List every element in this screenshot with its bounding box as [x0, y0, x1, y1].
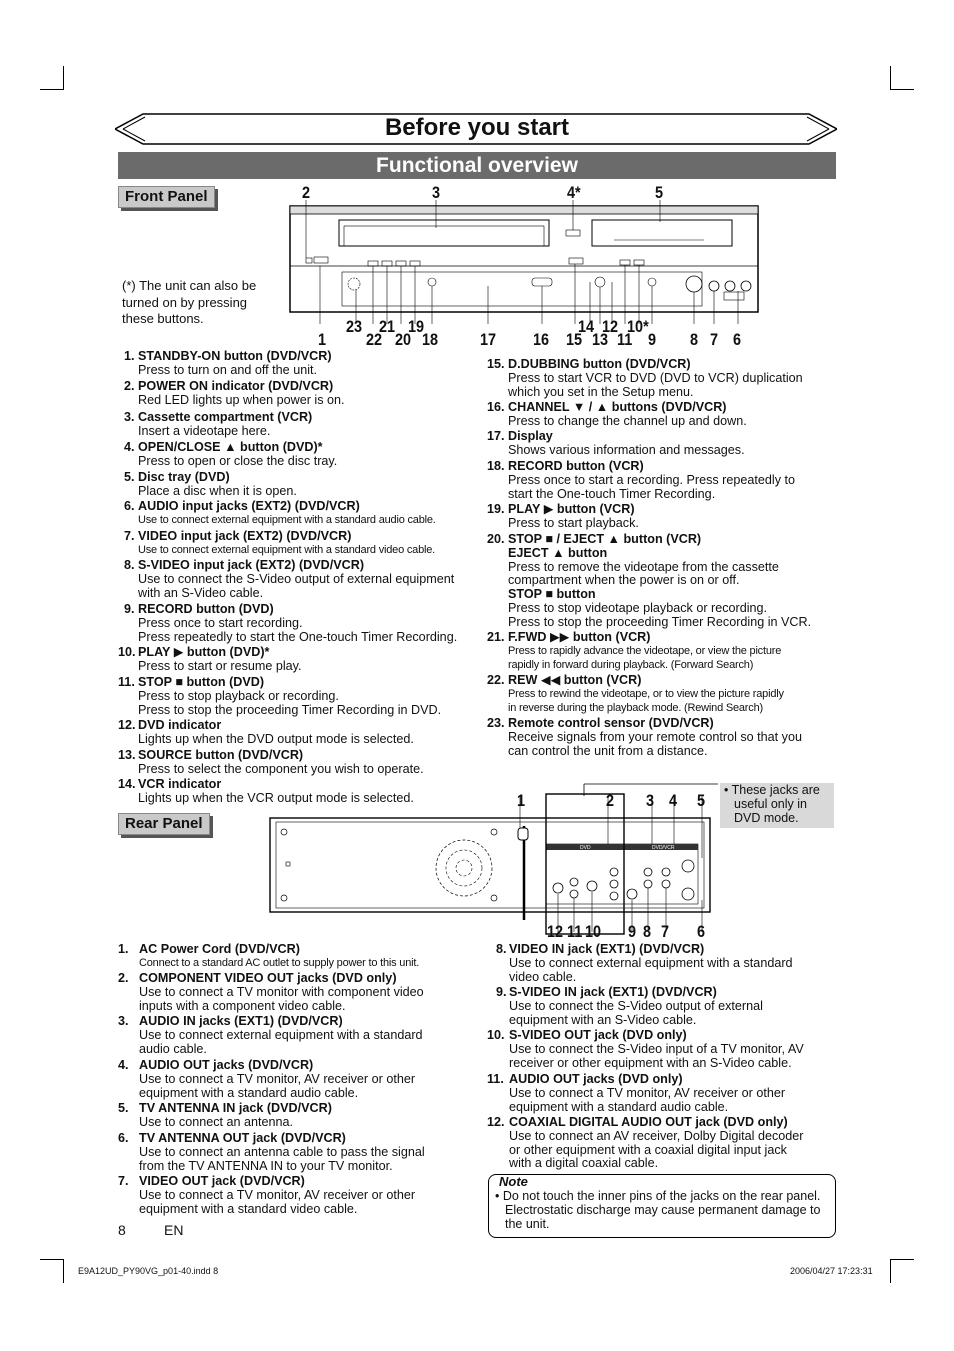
- callout-14: 14: [578, 317, 595, 336]
- rear-item-7: 7. VIDEO OUT jack (DVD/VCR) Use to connect a TV monitor, AV receiver or other equipment with a standard video cable.: [118, 1174, 416, 1216]
- page-title: Before you start: [384, 114, 570, 141]
- front-item-20: 20. STOP ■ / EJECT ▲ button (VCR) EJECT ▲ button Press to remove the videotape from the cassette compartment when the power is on or off. STOP ■ button Press to stop videotape playback or recording. Press to stop the proceeding Timer Recording in VCR.: [487, 532, 812, 629]
- rear-item-8: 8. VIDEO IN jack (EXT1) (DVD/VCR) Use to connect external equipment with a standard video cable.: [496, 942, 793, 984]
- asterisk-note: (*) The unit can also be turned on by pressing these buttons.: [122, 278, 257, 326]
- rear-item-3: 3. AUDIO IN jacks (EXT1) (DVD/VCR) Use to connect external equipment with a standard audio cable.: [118, 1014, 423, 1056]
- front-item-3: 3. Cassette compartment (VCR) Insert a videotape here.: [124, 410, 313, 438]
- rear-callout-5: 5: [697, 791, 706, 810]
- crop-mark: [40, 1259, 64, 1260]
- front-item-14: 14. VCR indicator Lights up when the VCR output mode is selected.: [118, 777, 414, 805]
- callout-2: 2: [302, 183, 311, 202]
- crop-mark: [890, 1259, 891, 1283]
- callout-18: 18: [422, 330, 439, 349]
- front-item-1: 1. STANDBY-ON button (DVD/VCR) Press to turn on and off the unit.: [124, 349, 332, 377]
- callout-21: 21: [379, 317, 396, 336]
- crop-mark: [63, 1259, 64, 1283]
- crop-mark: [890, 1259, 914, 1260]
- callout-16: 16: [533, 330, 550, 349]
- front-item-23: 23. Remote control sensor (DVD/VCR) Receive signals from your remote control so that you can control the unit from a distance.: [487, 716, 802, 758]
- callout-23: 23: [346, 317, 363, 336]
- page-number: 8: [118, 1222, 126, 1238]
- rear-callout-4: 4: [669, 791, 678, 810]
- front-item-6: 6. AUDIO input jacks (EXT2) (DVD/VCR) Use to connect external equipment with a standard audio cable.: [124, 499, 436, 526]
- rear-callout-9: 9: [628, 922, 637, 941]
- rear-item-2: 2. COMPONENT VIDEO OUT jacks (DVD only) Use to connect a TV monitor with component video inputs with a component video cable.: [118, 971, 424, 1013]
- callout-9: 9: [648, 330, 657, 349]
- rear-panel-label: Rear Panel: [118, 813, 210, 835]
- rear-callout-12: 12: [547, 922, 564, 941]
- dvd-section-label: DVD: [580, 845, 591, 851]
- front-item-2: 2. POWER ON indicator (DVD/VCR) Red LED lights up when power is on.: [124, 379, 345, 407]
- note-text: • Do not touch the inner pins of the jacks on the rear panel. Electrostatic discharge may cause permanent damage to the unit.: [495, 1189, 821, 1231]
- footer-date: 2006/04/27 17:23:31: [790, 1266, 873, 1276]
- rear-item-4: 4. AUDIO OUT jacks (DVD/VCR) Use to connect a TV monitor, AV receiver or other equipment with a standard audio cable.: [118, 1058, 416, 1100]
- callout-6: 6: [733, 330, 742, 349]
- rear-panel-diagram: [268, 782, 718, 942]
- crop-mark: [63, 66, 64, 90]
- front-panel-diagram: [284, 200, 764, 324]
- rear-item-10: 10. S-VIDEO OUT jack (DVD only) Use to connect the S-Video input of a TV monitor, AV receiver or other equipment with an S-Video cable.: [487, 1028, 804, 1070]
- callout-12: 12: [602, 317, 619, 336]
- rear-callout-10: 10: [585, 922, 602, 941]
- rear-item-5: 5. TV ANTENNA IN jack (DVD/VCR) Use to connect an antenna.: [118, 1101, 332, 1129]
- callout-13: 13: [592, 330, 609, 349]
- rear-item-9: 9. S-VIDEO IN jack (EXT1) (DVD/VCR) Use to connect the S-Video output of external equipment with an S-Video cable.: [496, 985, 763, 1027]
- front-item-15: 15. D.DUBBING button (DVD/VCR) Press to start VCR to DVD (DVD to VCR) duplication which you set in the Setup menu.: [487, 357, 803, 399]
- crop-mark: [890, 89, 914, 90]
- callout-5: 5: [655, 183, 664, 202]
- note-box: [488, 1174, 836, 1238]
- callout-7: 7: [710, 330, 719, 349]
- crop-mark: [40, 89, 64, 90]
- front-item-9: 9. RECORD button (DVD) Press once to start recording. Press repeatedly to start the One-touch Timer Recording.: [124, 602, 458, 644]
- callout-15: 15: [566, 330, 583, 349]
- rear-item-11: 11. AUDIO OUT jacks (DVD only) Use to connect a TV monitor, AV receiver or other equipment with a standard audio cable.: [487, 1072, 786, 1114]
- rear-callout-11: 11: [567, 922, 583, 941]
- rear-callout-3: 3: [646, 791, 655, 810]
- front-panel-label: Front Panel: [118, 186, 215, 208]
- dvdvcr-section-label: DVD/VCR: [652, 845, 675, 851]
- callout-3: 3: [432, 183, 441, 202]
- front-item-22: 22. REW ◀◀ button (VCR) Press to rewind the videotape, or to view the picture rapidly in reverse during the playback mode. (Rewind Search): [487, 673, 784, 714]
- callout-17: 17: [480, 330, 497, 349]
- callout-8: 8: [690, 330, 699, 349]
- section-heading: Functional overview: [118, 152, 836, 179]
- callout-19: 19: [408, 317, 425, 336]
- front-item-7: 7. VIDEO input jack (EXT2) (DVD/VCR) Use to connect external equipment with a standard video cable.: [124, 529, 436, 556]
- rear-callout-8: 8: [643, 922, 652, 941]
- front-item-17: 17. Display Shows various information and messages.: [487, 429, 745, 457]
- rear-callout-1: 1: [517, 791, 526, 810]
- front-item-4: 4. OPEN/CLOSE ▲ button (DVD)* Press to open or close the disc tray.: [124, 440, 338, 468]
- page-language: EN: [164, 1222, 184, 1238]
- jacks-note: • These jacks are useful only in DVD mode.: [720, 783, 834, 828]
- front-item-18: 18. RECORD button (VCR) Press once to start a recording. Press repeatedly to start the One-touch Timer Recording.: [487, 459, 795, 501]
- callout-20: 20: [395, 330, 412, 349]
- front-item-11: 11. STOP ■ button (DVD) Press to stop playback or recording. Press to stop the proceeding Timer Recording in DVD.: [118, 675, 442, 717]
- front-item-12: 12. DVD indicator Lights up when the DVD output mode is selected.: [118, 718, 414, 746]
- callout-10: 10*: [627, 317, 649, 336]
- rear-item-12: 12. COAXIAL DIGITAL AUDIO OUT jack (DVD only) Use to connect an AV receiver, Dolby Digital decoder or other equipment with a coaxial digital input jack with a digital coaxial cable.: [487, 1115, 804, 1171]
- callout-1: 1: [318, 330, 327, 349]
- rear-item-6: 6. TV ANTENNA OUT jack (DVD/VCR) Use to connect an antenna cable to pass the signal from the TV ANTENNA IN to your TV monitor.: [118, 1131, 425, 1173]
- front-item-13: 13. SOURCE button (DVD/VCR) Press to select the component you wish to operate.: [118, 748, 424, 776]
- callout-11: 11: [617, 330, 633, 349]
- callout-4: 4*: [567, 183, 581, 202]
- rear-callout-2: 2: [606, 791, 615, 810]
- front-item-21: 21. F.FWD ▶▶ button (VCR) Press to rapidly advance the videotape, or view the picture rapidly in forward during playback. (Forward Search): [487, 630, 782, 671]
- front-item-19: 19. PLAY ▶ button (VCR) Press to start playback.: [487, 502, 639, 530]
- front-item-8: 8. S-VIDEO input jack (EXT2) (DVD/VCR) Use to connect the S-Video output of external equipment with an S-Video cable.: [124, 558, 455, 600]
- rear-item-1: 1. AC Power Cord (DVD/VCR) Connect to a standard AC outlet to supply power to this unit.: [118, 942, 420, 969]
- front-item-16: 16. CHANNEL ▼ / ▲ buttons (DVD/VCR) Press to change the channel up and down.: [487, 400, 747, 428]
- rear-callout-6: 6: [697, 922, 706, 941]
- callout-22: 22: [366, 330, 383, 349]
- front-item-5: 5. Disc tray (DVD) Place a disc when it is open.: [124, 470, 297, 498]
- crop-mark: [890, 66, 891, 90]
- rear-callout-7: 7: [661, 922, 670, 941]
- note-title: Note: [499, 1174, 528, 1189]
- footer-file-name: E9A12UD_PY90VG_p01-40.indd 8: [78, 1266, 219, 1276]
- front-item-10: 10. PLAY ▶ button (DVD)* Press to start or resume play.: [118, 645, 302, 673]
